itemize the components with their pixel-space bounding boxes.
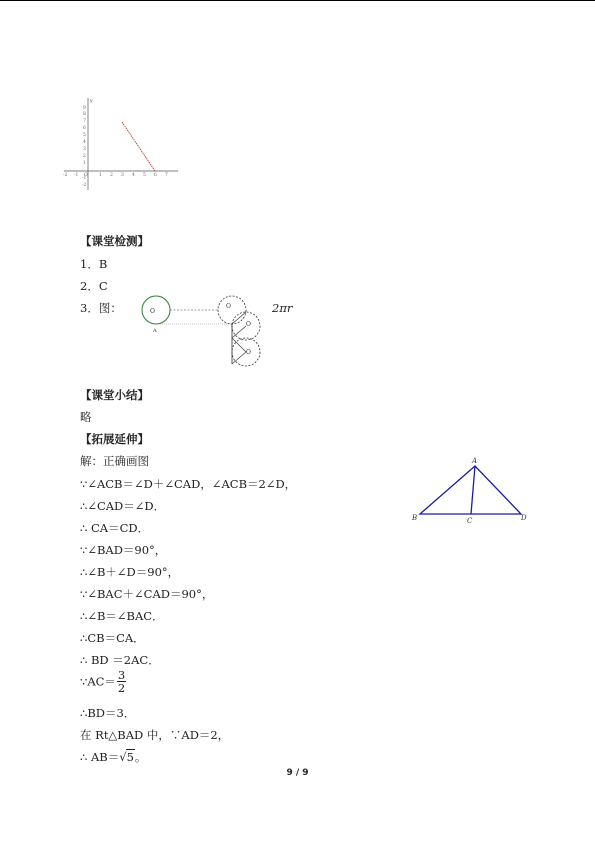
fraction-numerator: 3: [117, 668, 126, 682]
point-a-label: A: [153, 328, 157, 334]
proof-line-7: ∴∠B＝∠BAC．: [80, 609, 164, 623]
solution-intro: 解：正确画图: [80, 454, 149, 468]
vertex-c-label: C: [467, 517, 473, 525]
circle-o4-label: O: [246, 349, 251, 356]
proof-line-12: 在 Rt△BAD 中，∵AD＝2，: [80, 728, 230, 742]
x-tick: 3: [121, 173, 124, 178]
y-tick: -2: [82, 183, 87, 188]
y-tick: -1: [82, 176, 87, 181]
y-tick: 7: [83, 119, 86, 124]
x-tick: 1: [99, 173, 102, 178]
circle-o1: [142, 296, 170, 324]
circle-o1-label: O: [150, 308, 155, 315]
proof-line-11: ∴BD＝3．: [80, 706, 136, 720]
check-item-1: 1．B: [80, 257, 108, 271]
proof-line-10-prefix: ∵AC＝: [80, 674, 116, 689]
circle-o2-label: O: [226, 303, 231, 310]
section-check-heading: 【课堂检测】: [80, 234, 149, 248]
top-rule: [0, 0, 595, 1]
vertex-a-label: A: [472, 457, 478, 465]
proof-line-2: ∴∠CAD＝∠D．: [80, 499, 166, 513]
proof-line-13-prefix: ∴ AB＝: [80, 750, 120, 764]
proof-line-9: ∴ BD ＝2AC．: [80, 653, 160, 667]
y-tick: 6: [83, 126, 86, 131]
x-tick: -2: [63, 173, 68, 178]
x-tick: -1: [74, 173, 79, 178]
vertex-d-label: D: [521, 514, 527, 522]
y-tick: 2: [83, 154, 86, 159]
triangle-figure: [408, 454, 533, 526]
proof-line-8: ∴CB＝CA．: [80, 631, 145, 645]
proof-line-13-suffix: 。: [134, 750, 147, 764]
sqrt-sign: √: [119, 750, 127, 764]
section-extension-heading: 【拓展延伸】: [80, 432, 149, 446]
sqrt-radicand: 5: [126, 750, 134, 764]
y-tick: 4: [83, 140, 86, 145]
x-tick: 5: [143, 173, 146, 178]
triangle-abd: [420, 466, 521, 514]
coordinate-graph: [60, 92, 185, 192]
x-tick: 6: [154, 173, 157, 178]
proof-line-3: ∴ CA＝CD．: [80, 521, 150, 535]
page-number: 9 / 9: [286, 768, 309, 778]
answer-2pir: 2πr: [272, 301, 293, 315]
vertex-b-label: B: [412, 514, 418, 522]
segment-ac: [471, 466, 475, 514]
fraction-three-halves: [117, 669, 126, 694]
circle-o2: [218, 296, 246, 324]
y-tick: 9: [83, 106, 86, 111]
rolling-circle-figure: [138, 292, 268, 368]
proof-line-1: ∵∠ACB＝∠D＋∠CAD，∠ACB＝2∠D，: [80, 477, 297, 491]
check-item-3-label: 3．图：: [80, 301, 122, 315]
x-tick: 2: [110, 173, 113, 178]
proof-line-4: ∵∠BAD＝90°，: [80, 543, 167, 557]
graph-line-segment: [122, 122, 155, 171]
proof-line-5: ∴∠B＋∠D＝90°，: [80, 565, 180, 579]
circle-o3-label: O: [246, 321, 251, 328]
proof-line-10: [80, 669, 126, 694]
proof-line-13: [80, 750, 146, 764]
y-tick: 1: [83, 161, 86, 166]
check-item-2: 2．C: [80, 279, 108, 293]
y-tick: 8: [83, 112, 86, 117]
summary-text: 略: [80, 410, 92, 424]
fraction-denominator: 2: [117, 681, 126, 695]
proof-line-6: ∵∠BAC＋∠CAD＝90°，: [80, 587, 214, 601]
x-tick: 7: [165, 173, 168, 178]
y-tick: 3: [83, 147, 86, 152]
y-tick: 5: [83, 133, 86, 138]
x-tick: O: [84, 173, 88, 178]
y-axis-label: y: [90, 98, 93, 104]
section-summary-heading: 【课堂小结】: [80, 388, 149, 402]
x-tick: 4: [132, 173, 135, 178]
